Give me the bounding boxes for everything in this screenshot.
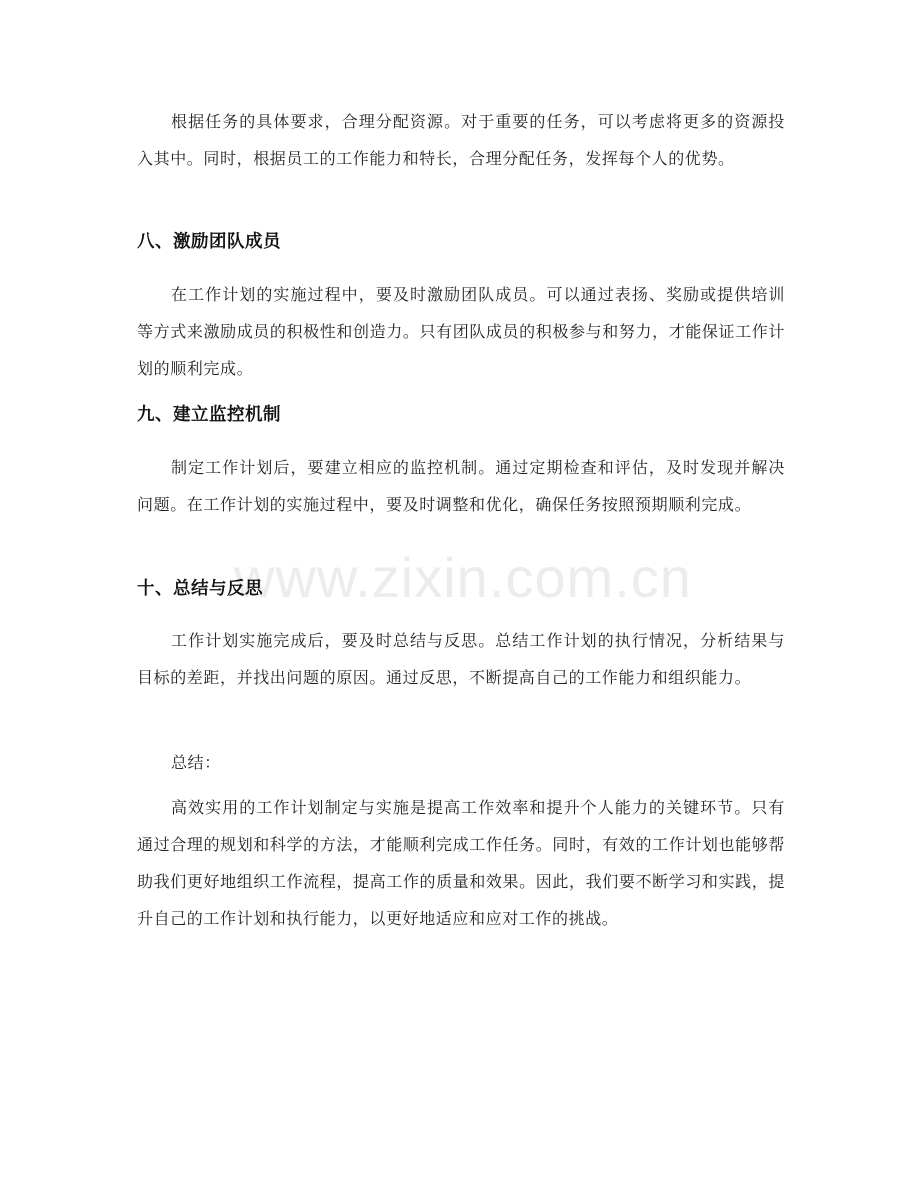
heading-motivate-team: 八、激励团队成员 — [137, 232, 281, 252]
summary-label: 总结： — [171, 753, 221, 772]
heading-summary-reflection: 十、总结与反思 — [137, 579, 263, 599]
paragraph-motivate-team: 在工作计划的实施过程中，要及时激励团队成员。可以通过表扬、奖励或提供培训等方式来激励成员的积极性和创造力。只有团队成员的积极参与和努力，才能保证工作计划的顺利完成。 — [137, 285, 785, 378]
paragraph-summary-reflection: 工作计划实施完成后，要及时总结与反思。总结工作计划的执行情况，分析结果与目标的差距，并找出问题的原因。通过反思，不断提高自己的工作能力和组织能力。 — [137, 631, 785, 687]
paragraph-monitoring-mechanism: 制定工作计划后，要建立相应的监控机制。通过定期检查和评估，及时发现并解决问题。在工作计划的实施过程中，要及时调整和优化，确保任务按照预期顺利完成。 — [137, 458, 785, 514]
paragraph-resource-allocation: 根据任务的具体要求，合理分配资源。对于重要的任务，可以考虑将更多的资源投入其中。同时，根据员工的工作能力和特长，合理分配任务，发挥每个人的优势。 — [137, 112, 785, 168]
paragraph-conclusion: 高效实用的工作计划制定与实施是提高工作效率和提升个人能力的关键环节。只有通过合理的规划和科学的方法，才能顺利完成工作任务。同时，有效的工作计划也能够帮助我们更好地组织工作流程，提高工作的质量和效果。因此，我们要不断学习和实践，提升自己的工作计划和执行能力，以更好地适应和应对工作的挑战。 — [137, 798, 785, 928]
heading-monitoring-mechanism: 九、建立监控机制 — [137, 405, 281, 425]
watermark: www.zixin.com.cn — [234, 546, 692, 609]
